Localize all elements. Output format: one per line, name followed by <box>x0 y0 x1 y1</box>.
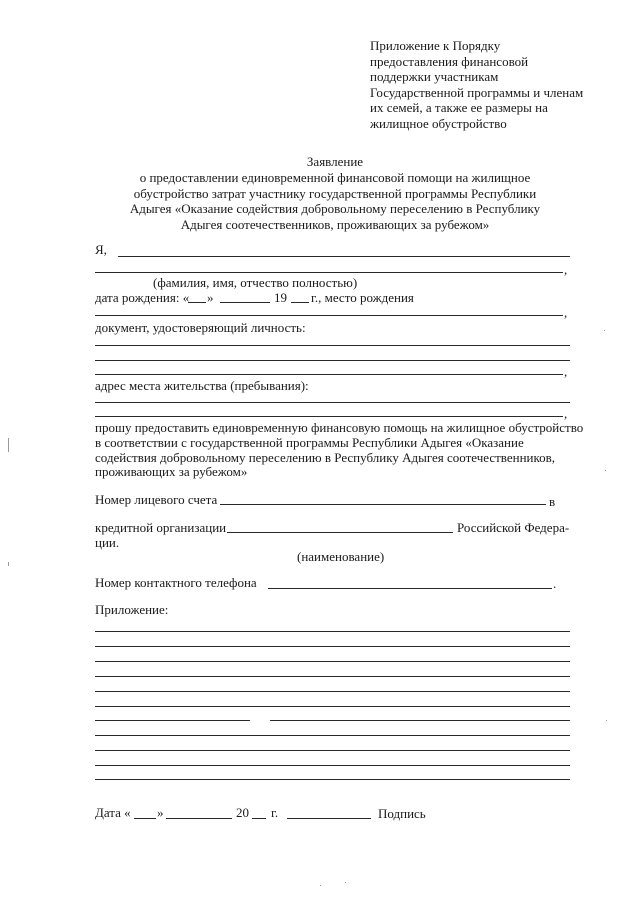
birth-year-field[interactable] <box>291 302 309 303</box>
date-month-field[interactable] <box>166 818 232 819</box>
document-subtitle-line: о предоставлении единовременной финансовой помощи на жилищное <box>139 170 531 185</box>
phone-field[interactable] <box>268 588 552 589</box>
scan-speck <box>320 885 321 886</box>
birth-year-prefix: 19 <box>274 290 287 305</box>
attachment-line[interactable] <box>95 706 570 707</box>
annex-line: Государственной программы и членам <box>370 84 584 100</box>
scan-speck <box>345 882 346 883</box>
scan-speck <box>8 562 9 566</box>
attachment-line[interactable] <box>95 720 250 721</box>
scan-speck <box>606 720 607 721</box>
request-line: в соответствии с государственной программы Республики Адыгея «Оказание <box>95 434 524 450</box>
id-document-field[interactable] <box>95 374 563 375</box>
attachment-line[interactable] <box>95 646 570 647</box>
annex-line: поддержки участникам <box>370 69 499 85</box>
bank-suffix: Российской Федера- <box>457 520 570 535</box>
attachment-line[interactable] <box>95 631 570 632</box>
bank-suffix-continued: ции. <box>95 535 120 550</box>
account-number-field[interactable] <box>220 504 546 505</box>
date-year-field[interactable] <box>252 818 266 819</box>
applicant-label: Я, <box>95 242 107 257</box>
id-document-field[interactable] <box>95 360 570 361</box>
annex-line: предоставления финансовой <box>370 53 529 69</box>
birth-quote-close: » <box>207 290 214 305</box>
request-line: проживающих за рубежом» <box>95 464 248 480</box>
birth-place-label: г., место рождения <box>311 290 414 305</box>
attachment-line[interactable] <box>270 720 570 721</box>
attachment-line[interactable] <box>95 676 570 677</box>
birth-place-field[interactable] <box>95 315 563 316</box>
request-line: прошу предоставить единовременную финансовую помощь на жилищное обустройство <box>95 420 584 435</box>
date-day-field[interactable] <box>134 818 156 819</box>
attachment-line[interactable] <box>95 661 570 662</box>
birth-month-field[interactable] <box>220 302 270 303</box>
id-document-field[interactable] <box>95 345 570 346</box>
applicant-name-field[interactable] <box>118 256 570 257</box>
comma-mark: , <box>564 406 568 421</box>
address-field[interactable] <box>95 416 563 417</box>
birth-day-field[interactable] <box>188 302 206 303</box>
bank-label: кредитной организации <box>95 520 227 535</box>
annex-note <box>370 38 610 132</box>
document-subtitle-line: обустройство затрат участнику государственной программы Республики <box>133 186 537 201</box>
signature-field[interactable] <box>287 818 371 819</box>
phone-suffix: . <box>553 576 557 591</box>
comma-mark: , <box>564 305 568 320</box>
fio-hint: (фамилия, имя, отчество полностью) <box>153 275 358 290</box>
comma-mark: , <box>564 262 568 277</box>
bank-name-field[interactable] <box>227 532 453 533</box>
address-label: адрес места жительства (пребывания): <box>95 378 309 393</box>
document-subtitle-line: Адыгея соотечественников, проживающих за рубежом» <box>180 217 490 232</box>
annex-line: Приложение к Порядку <box>370 38 501 53</box>
date-quote-close: » <box>157 805 164 820</box>
scan-speck <box>8 438 9 452</box>
comma-mark: , <box>564 364 568 379</box>
attachments-label: Приложение: <box>95 602 169 617</box>
applicant-name-field-continued[interactable] <box>95 272 563 273</box>
annex-line: жилищное обустройство <box>370 115 507 131</box>
document-title: Заявление <box>306 154 364 169</box>
attachment-line[interactable] <box>95 779 570 780</box>
date-label: Дата « <box>95 805 131 820</box>
account-number-label: Номер лицевого счета <box>95 492 218 507</box>
account-suffix: в <box>549 494 556 509</box>
attachment-line[interactable] <box>95 735 570 736</box>
request-line: содействия добровольному переселению в Республику Адыгея соотечественников, <box>95 449 556 465</box>
attachment-line[interactable] <box>95 750 570 751</box>
birth-date-label: дата рождения: « <box>95 290 190 305</box>
scan-speck <box>604 330 605 331</box>
phone-label: Номер контактного телефона <box>95 575 257 590</box>
signature-label: Подпись <box>378 806 426 821</box>
annex-line: их семей, а также ее размеры на <box>370 100 548 116</box>
document-subtitle-line: Адыгея «Оказание содействия добровольному переселению в Республику <box>129 201 541 216</box>
attachment-line[interactable] <box>95 691 570 692</box>
date-year-suffix: г. <box>271 805 279 820</box>
id-document-label: документ, удостоверяющий личность: <box>95 320 306 335</box>
bank-hint: (наименование) <box>297 549 385 564</box>
request-paragraph <box>95 420 584 480</box>
address-field[interactable] <box>95 402 570 403</box>
attachment-line[interactable] <box>95 765 570 766</box>
scan-speck <box>605 470 606 471</box>
date-year-prefix: 20 <box>236 805 249 820</box>
